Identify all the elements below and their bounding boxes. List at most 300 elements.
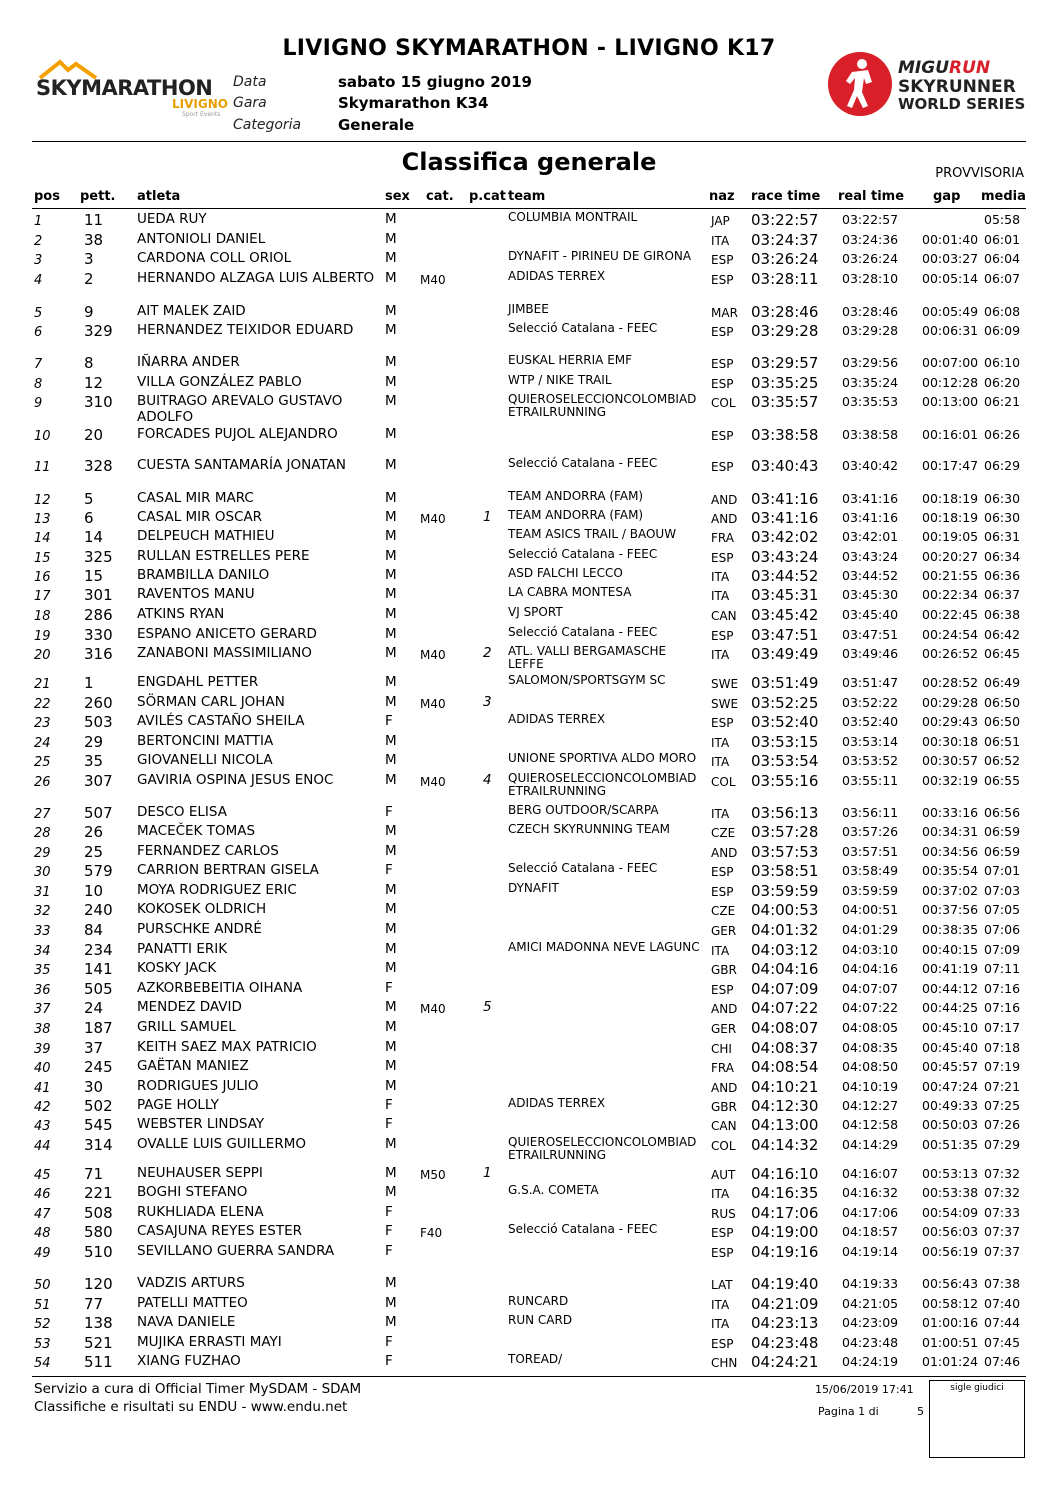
cell-naz: ITA [711,944,730,958]
cell-name: AVILÉS CASTAÑO SHEILA [137,713,305,729]
cell-name: PATELLI MATTEO [137,1295,248,1311]
cell-media: 06:08 [984,304,1021,319]
col-header-naz: naz [709,189,735,204]
cell-media: 06:38 [984,607,1021,622]
cell-name: CARRION BERTRAN GISELA [137,862,319,878]
cell-media: 07:45 [984,1335,1021,1350]
cell-sex: M [385,457,397,473]
cell-bib: 508 [84,1204,113,1222]
cell-pos: 36 [34,983,51,998]
cell-real: 04:00:51 [842,902,899,917]
cell-media: 07:32 [984,1166,1021,1181]
cell-sex: M [385,772,397,788]
cell-gap: 00:53:13 [922,1166,979,1181]
cell-pos: 29 [34,846,51,861]
cell-sex: M [385,1039,397,1055]
cell-naz: ITA [711,807,730,821]
cell-bib: 260 [84,694,113,712]
cell-race: 04:19:16 [751,1243,819,1261]
cell-real: 03:53:52 [842,753,899,768]
cell-media: 06:50 [984,695,1021,710]
cell-name: MUJIKA ERRASTI MAYI [137,1334,282,1350]
cell-gap: 00:56:03 [922,1224,979,1239]
cell-media: 06:20 [984,375,1021,390]
cell-sex: F [385,713,393,729]
cell-name: PAGE HOLLY [137,1097,219,1113]
cell-bib: 505 [84,980,113,998]
cell-pos: 33 [34,924,51,939]
cell-team: CZECH SKYRUNNING TEAM [508,822,670,836]
cell-team: TEAM ANDORRA (FAM) [508,489,644,503]
cell-sex: M [385,509,397,525]
cell-bib: 503 [84,713,113,731]
cell-naz: GER [711,1022,737,1036]
cell-media: 06:56 [984,805,1021,820]
cell-real: 04:12:58 [842,1117,899,1132]
page-title: LIVIGNO SKYMARATHON - LIVIGNO K17 [282,36,776,61]
cell-name: PANATTI ERIK [137,941,228,957]
cell-team: Selecció Catalana - FEEC [508,321,658,335]
meta-label-data: Data [233,74,267,90]
cell-bib: 3 [84,250,94,268]
cell-name: RULLAN ESTRELLES PERE [137,548,310,564]
cell-bib: 234 [84,941,113,959]
cell-media: 06:49 [984,675,1021,690]
cell-race: 04:03:12 [751,941,819,959]
cell-naz: ITA [711,755,730,769]
cell-real: 04:12:27 [842,1098,899,1113]
cell-team: QUIEROSELECCIONCOLOMBIAD ETRAILRUNNING [508,771,697,798]
cell-team: QUIEROSELECCIONCOLOMBIAD ETRAILRUNNING [508,392,697,419]
cell-bib: 316 [84,645,113,663]
cell-gap: 00:03:27 [922,251,979,266]
cell-media: 07:26 [984,1117,1021,1132]
cell-name: DELPEUCH MATHIEU [137,528,275,544]
cell-race: 04:10:21 [751,1078,819,1096]
cell-sex: F [385,980,393,996]
cell-sex: M [385,921,397,937]
cell-media: 06:10 [984,355,1021,370]
cell-sex: M [385,941,397,957]
footer-results-link[interactable]: Classifiche e risultati su ENDU - www.endu.net [34,1399,348,1415]
cell-bib: 187 [84,1019,113,1037]
cell-sex: M [385,490,397,506]
cell-media: 07:38 [984,1276,1021,1291]
cell-media: 06:50 [984,714,1021,729]
cell-bib: 325 [84,548,113,566]
cell-name: AZKORBEBEITIA OIHANA [137,980,303,996]
cell-media: 06:52 [984,753,1021,768]
meta-label-gara: Gara [233,95,267,111]
cell-naz: SWE [711,697,739,711]
cell-real: 03:44:52 [842,568,899,583]
cell-real: 03:42:01 [842,529,899,544]
cell-gap: 00:37:02 [922,883,979,898]
cell-real: 04:08:50 [842,1059,899,1074]
cell-media: 07:32 [984,1185,1021,1200]
cell-real: 03:43:24 [842,549,899,564]
col-header-gap: gap [933,189,961,204]
cell-pos: 45 [34,1168,51,1183]
cell-bib: 15 [84,567,104,585]
cell-pos: 11 [34,460,51,475]
cell-gap: 01:00:16 [922,1315,979,1330]
cell-gap: 00:17:47 [922,458,979,473]
cell-naz: ESP [711,629,734,643]
cell-sex: M [385,548,397,564]
cell-bib: 1 [84,674,94,692]
cell-name: VILLA GONZÁLEZ PABLO [137,374,302,390]
footer-service: Servizio a cura di Official Timer MySDAM - SDAM [34,1381,362,1397]
cell-naz: ITA [711,648,730,662]
cell-team: LA CABRA MONTESA [508,585,632,599]
cell-media: 06:42 [984,627,1021,642]
cell-bib: 8 [84,354,94,372]
cell-media: 07:06 [984,922,1021,937]
cell-team: COLUMBIA MONTRAIL [508,210,638,224]
cell-gap: 00:45:57 [922,1059,979,1074]
cell-pos: 16 [34,570,51,585]
cell-pos: 54 [34,1356,51,1371]
cell-naz: JAP [711,214,730,228]
cell-bib: 38 [84,231,104,249]
cell-real: 03:28:46 [842,304,899,319]
cell-media: 06:30 [984,510,1021,525]
skymarathon-logo [34,58,234,128]
cell-gap: 00:37:56 [922,902,979,917]
cell-sex: M [385,843,397,859]
cell-bib: 11 [84,211,104,229]
cell-pos: 35 [34,963,51,978]
cell-bib: 314 [84,1136,113,1154]
cell-pos: 19 [34,629,51,644]
cell-media: 07:17 [984,1020,1021,1035]
cell-naz: ESP [711,460,734,474]
cell-gap: 00:49:33 [922,1098,979,1113]
cell-sex: M [385,960,397,976]
cell-cat: M40 [420,697,446,711]
cell-race: 03:28:11 [751,270,819,288]
cell-race: 04:16:10 [751,1165,819,1183]
cell-race: 04:08:07 [751,1019,819,1037]
cell-race: 03:56:13 [751,804,819,822]
cell-bib: 141 [84,960,113,978]
cell-media: 06:36 [984,568,1021,583]
cell-name: KEITH SAEZ MAX PATRICIO [137,1039,317,1055]
cell-sex: M [385,1275,397,1291]
cell-name: FORCADES PUJOL ALEJANDRO [137,426,338,442]
cell-pos: 52 [34,1317,51,1332]
cell-race: 03:57:53 [751,843,819,861]
cell-sex: M [385,1058,397,1074]
cell-race: 03:29:57 [751,354,819,372]
cell-race: 04:23:48 [751,1334,819,1352]
cell-naz: ESP [711,983,734,997]
cell-real: 03:55:11 [842,773,899,788]
cell-sex: F [385,1116,393,1132]
cell-bib: 26 [84,823,104,841]
cell-pcat: 4 [483,772,492,788]
cell-media: 06:59 [984,824,1021,839]
cell-sex: M [385,303,397,319]
cell-gap: 00:40:15 [922,942,979,957]
cell-real: 03:35:24 [842,375,899,390]
cell-sex: M [385,733,397,749]
cell-pos: 18 [34,609,51,624]
cell-pos: 42 [34,1100,51,1115]
cell-media: 06:26 [984,427,1021,442]
cell-cat: M50 [420,1168,446,1182]
cell-naz: CHI [711,1042,732,1056]
cell-media: 06:30 [984,491,1021,506]
cell-pos: 6 [34,325,43,340]
cell-sex: M [385,645,397,661]
cell-pos: 43 [34,1119,51,1134]
cell-media: 06:34 [984,549,1021,564]
cell-naz: CZE [711,904,736,918]
cell-pos: 5 [34,306,43,321]
cell-real: 04:23:09 [842,1315,899,1330]
cell-sex: F [385,1243,393,1259]
cell-race: 04:07:22 [751,999,819,1017]
cell-sex: F [385,1204,393,1220]
cell-real: 03:53:14 [842,734,899,749]
cell-naz: CAN [711,1119,737,1133]
cell-media: 07:25 [984,1098,1021,1113]
cell-pos: 38 [34,1022,51,1037]
status-label: PROVVISORIA [935,166,1024,181]
cell-name: VADZIS ARTURS [137,1275,245,1291]
cell-naz: ITA [711,736,730,750]
table-header-divider [32,208,1026,209]
cell-naz: ITA [711,1187,730,1201]
cell-name: AIT MALEK ZAID [137,303,246,319]
cell-sex: M [385,1136,397,1152]
cell-race: 04:14:32 [751,1136,819,1154]
cell-team: TEAM ANDORRA (FAM) [508,508,644,522]
cell-naz: ESP [711,1246,734,1260]
judges-box [929,1380,1025,1458]
cell-race: 03:41:16 [751,490,819,508]
cell-race: 03:35:57 [751,393,819,411]
cell-pos: 46 [34,1187,51,1202]
cell-naz: ESP [711,253,734,267]
cell-pos: 10 [34,429,51,444]
cell-pos: 26 [34,775,51,790]
cell-team: ADIDAS TERREX [508,269,606,283]
cell-pcat: 2 [483,645,492,661]
meta-label-categoria: Categoria [233,117,302,133]
runner-circle-icon [828,52,892,116]
brand-line3: WORLD SERIES [898,95,1026,113]
cell-sex: M [385,1165,397,1181]
cell-naz: GBR [711,1100,737,1114]
cell-gap: 00:41:19 [922,961,979,976]
col-header-cat: cat. [426,189,454,204]
cell-real: 03:45:30 [842,587,899,602]
cell-race: 03:51:49 [751,674,819,692]
cell-race: 03:57:28 [751,823,819,841]
cell-media: 06:04 [984,251,1021,266]
cell-race: 03:40:43 [751,457,819,475]
cell-pos: 50 [34,1278,51,1293]
cell-team: JIMBEE [508,302,549,316]
cell-media: 07:33 [984,1205,1021,1220]
cell-team: RUNCARD [508,1294,569,1308]
cell-bib: 240 [84,901,113,919]
cell-bib: 120 [84,1275,113,1293]
cell-real: 03:41:16 [842,510,899,525]
cell-media: 06:09 [984,323,1021,338]
cell-media: 07:40 [984,1296,1021,1311]
cell-cat: M40 [420,273,446,287]
cell-race: 04:07:09 [751,980,819,998]
cell-pos: 23 [34,716,51,731]
cell-real: 03:52:22 [842,695,899,710]
cell-team: ASD FALCHI LECCO [508,566,623,580]
cell-naz: CHN [711,1356,738,1370]
cell-bib: 14 [84,528,104,546]
cell-team: ADIDAS TERREX [508,712,606,726]
col-header-bib: pett. [80,189,116,204]
section-title: Classifica generale [401,148,657,176]
cell-pos: 8 [34,377,43,392]
cell-gap: 00:54:09 [922,1205,979,1220]
cell-naz: ITA [711,1298,730,1312]
cell-gap: 00:34:31 [922,824,979,839]
cell-gap: 00:44:25 [922,1000,979,1015]
cell-naz: AUT [711,1168,736,1182]
cell-naz: ESP [711,551,734,565]
cell-real: 04:16:32 [842,1185,899,1200]
cell-race: 03:52:40 [751,713,819,731]
cell-gap: 00:19:05 [922,529,979,544]
cell-real: 03:40:42 [842,458,899,473]
cell-pos: 27 [34,807,51,822]
cell-gap: 00:24:54 [922,627,979,642]
cell-real: 04:18:57 [842,1224,899,1239]
cell-race: 03:43:24 [751,548,819,566]
cell-pos: 37 [34,1002,51,1017]
cell-sex: M [385,626,397,642]
cell-pos: 51 [34,1298,51,1313]
cell-media: 07:09 [984,942,1021,957]
cell-naz: ESP [711,429,734,443]
cell-bib: 71 [84,1165,104,1183]
cell-sex: M [385,322,397,338]
logo-tiny: Sport Events [182,111,221,118]
cell-race: 03:26:24 [751,250,819,268]
cell-bib: 329 [84,322,113,340]
cell-name: HERNANDEZ TEIXIDOR EDUARD [137,322,354,338]
cell-real: 04:08:05 [842,1020,899,1035]
cell-media: 07:44 [984,1315,1021,1330]
cell-team: Selecció Catalana - FEEC [508,625,658,639]
cell-pos: 12 [34,493,51,508]
cell-bib: 301 [84,586,113,604]
cell-real: 03:59:59 [842,883,899,898]
cell-real: 04:04:16 [842,961,899,976]
cell-pos: 22 [34,697,51,712]
cell-race: 04:12:30 [751,1097,819,1115]
cell-name: BERTONCINI MATTIA [137,733,274,749]
cell-real: 03:26:24 [842,251,899,266]
cell-bib: 580 [84,1223,113,1241]
cell-real: 04:07:22 [842,1000,899,1015]
col-header-sex: sex [385,189,410,204]
cell-gap: 00:44:12 [922,981,979,996]
cell-media: 07:18 [984,1040,1021,1055]
cell-bib: 37 [84,1039,104,1057]
cell-pos: 4 [34,273,43,288]
cell-media: 07:05 [984,902,1021,917]
cell-gap: 00:22:45 [922,607,979,622]
cell-pos: 14 [34,531,51,546]
cell-name: BUITRAGO AREVALO GUSTAVO ADOLFO [137,393,343,425]
cell-sex: F [385,1334,393,1350]
cell-pos: 28 [34,826,51,841]
cell-media: 06:55 [984,773,1021,788]
cell-race: 03:59:59 [751,882,819,900]
cell-name: DESCO ELISA [137,804,227,820]
cell-pcat: 5 [483,999,492,1015]
cell-name: BRAMBILLA DANILO [137,567,270,583]
cell-gap: 00:45:10 [922,1020,979,1035]
cell-naz: LAT [711,1278,733,1292]
cell-media: 06:51 [984,734,1021,749]
cell-naz: ESP [711,716,734,730]
cell-name: CARDONA COLL ORIOL [137,250,292,266]
cell-real: 04:24:19 [842,1354,899,1369]
cell-sex: M [385,354,397,370]
cell-real: 03:45:40 [842,607,899,622]
cell-real: 03:51:47 [842,675,899,690]
cell-media: 07:16 [984,981,1021,996]
cell-name: ANTONIOLI DANIEL [137,231,266,247]
cell-bib: 30 [84,1078,104,1096]
footer-datetime: 15/06/2019 17:41 [815,1383,914,1396]
cell-race: 04:17:06 [751,1204,819,1222]
cell-gap: 00:30:18 [922,734,979,749]
cell-race: 03:42:02 [751,528,819,546]
cell-real: 03:49:46 [842,646,899,661]
cell-naz: AND [711,1081,738,1095]
cell-media: 05:58 [984,212,1021,227]
cell-cat: M40 [420,1002,446,1016]
cell-media: 06:07 [984,271,1021,286]
col-header-media: media [981,189,1026,204]
cell-real: 03:47:51 [842,627,899,642]
cell-race: 03:24:37 [751,231,819,249]
cell-naz: ESP [711,1226,734,1240]
cell-sex: M [385,882,397,898]
cell-team: RUN CARD [508,1313,573,1327]
cell-media: 06:21 [984,394,1021,409]
col-header-name: atleta [137,189,181,204]
cell-name: GAVIRIA OSPINA JESUS ENOC [137,772,334,788]
cell-bib: 84 [84,921,104,939]
cell-bib: 24 [84,999,104,1017]
cell-gap: 00:26:52 [922,646,979,661]
cell-sex: F [385,862,393,878]
cell-media: 07:11 [984,961,1021,976]
cell-pos: 21 [34,677,51,692]
cell-media: 06:29 [984,458,1021,473]
cell-naz: FRA [711,1061,734,1075]
cell-name: ENGDAHL PETTER [137,674,259,690]
cell-gap: 00:28:52 [922,675,979,690]
cell-real: 04:16:07 [842,1166,899,1181]
